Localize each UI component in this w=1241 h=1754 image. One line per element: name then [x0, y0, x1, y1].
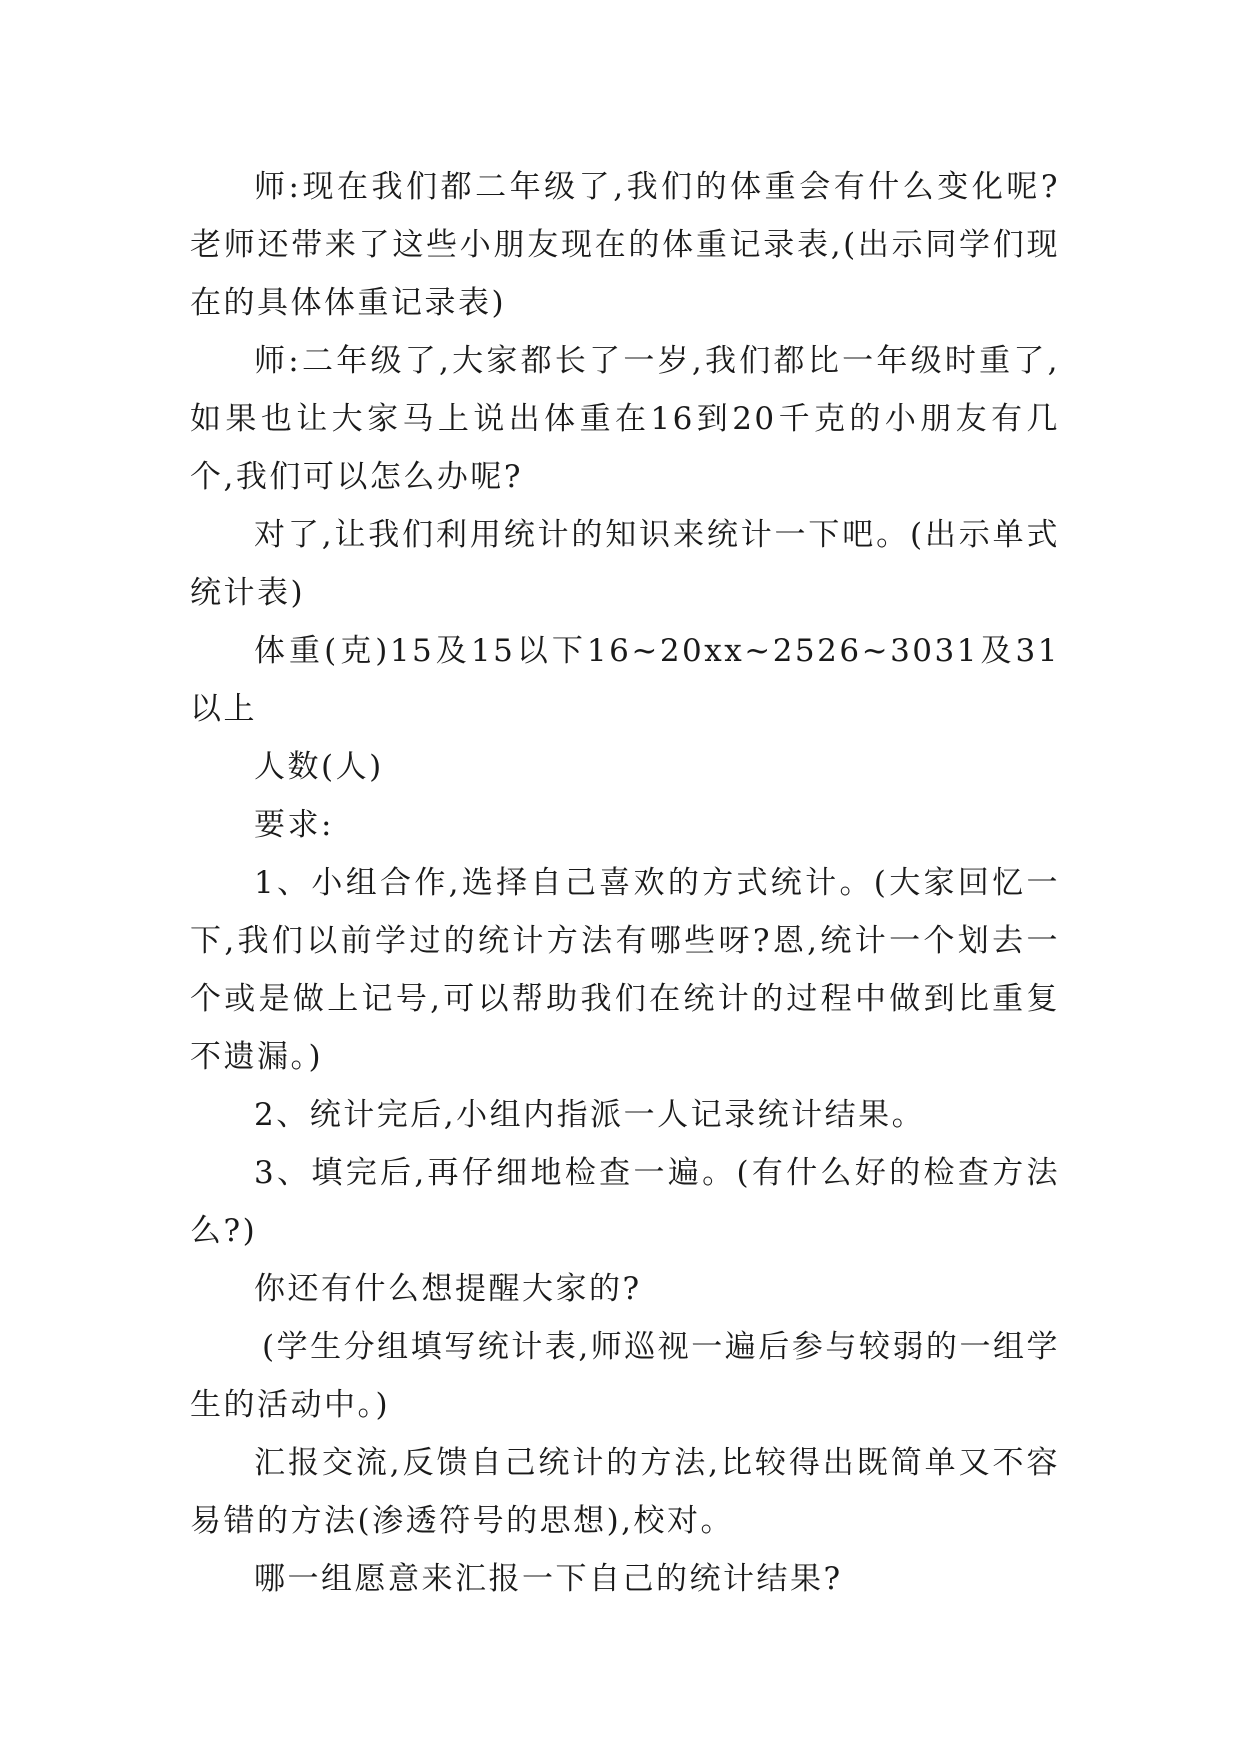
- document-body: [190, 158, 1060, 1608]
- table-row-weight: 体重(克)15及15以下16~20xx~2526~3031及31以上: [190, 633, 1060, 727]
- paragraph-teacher-second-grade: 师:二年级了,大家都长了一岁,我们都比一年级时重了,如果也让大家马上说出体重在16到20千克的小朋友有几个,我们可以怎么办呢?: [190, 343, 1060, 495]
- paragraph-group-activity: (学生分组填写统计表,师巡视一遍后参与较弱的一组学生的活动中。): [190, 1329, 1060, 1423]
- paragraph-reminder-question: 你还有什么想提醒大家的?: [254, 1271, 642, 1307]
- requirement-item-2: 2、统计完后,小组内指派一人记录统计结果。: [254, 1097, 926, 1133]
- requirement-item-3: 3、填完后,再仔细地检查一遍。(有什么好的检查方法么?): [190, 1155, 1060, 1249]
- requirements-heading: 要求:: [254, 807, 334, 843]
- table-row-count: 人数(人): [254, 749, 384, 785]
- paragraph-teacher-weight-change: 师:现在我们都二年级了,我们的体重会有什么变化呢?老师还带来了这些小朋友现在的体重记录表,(出示同学们现在的具体体重记录表): [190, 169, 1060, 321]
- paragraph-use-statistics: 对了,让我们利用统计的知识来统计一下吧。(出示单式统计表): [190, 517, 1060, 611]
- paragraph-report-exchange: 汇报交流,反馈自己统计的方法,比较得出既简单又不容易错的方法(渗透符号的思想),校对。: [190, 1445, 1060, 1539]
- requirement-item-1: 1、小组合作,选择自己喜欢的方式统计。(大家回忆一下,我们以前学过的统计方法有哪些呀?恩,统计一个划去一个或是做上记号,可以帮助我们在统计的过程中做到比重复不遗漏。): [190, 865, 1060, 1075]
- paragraph-which-group: 哪一组愿意来汇报一下自己的统计结果?: [254, 1561, 843, 1597]
